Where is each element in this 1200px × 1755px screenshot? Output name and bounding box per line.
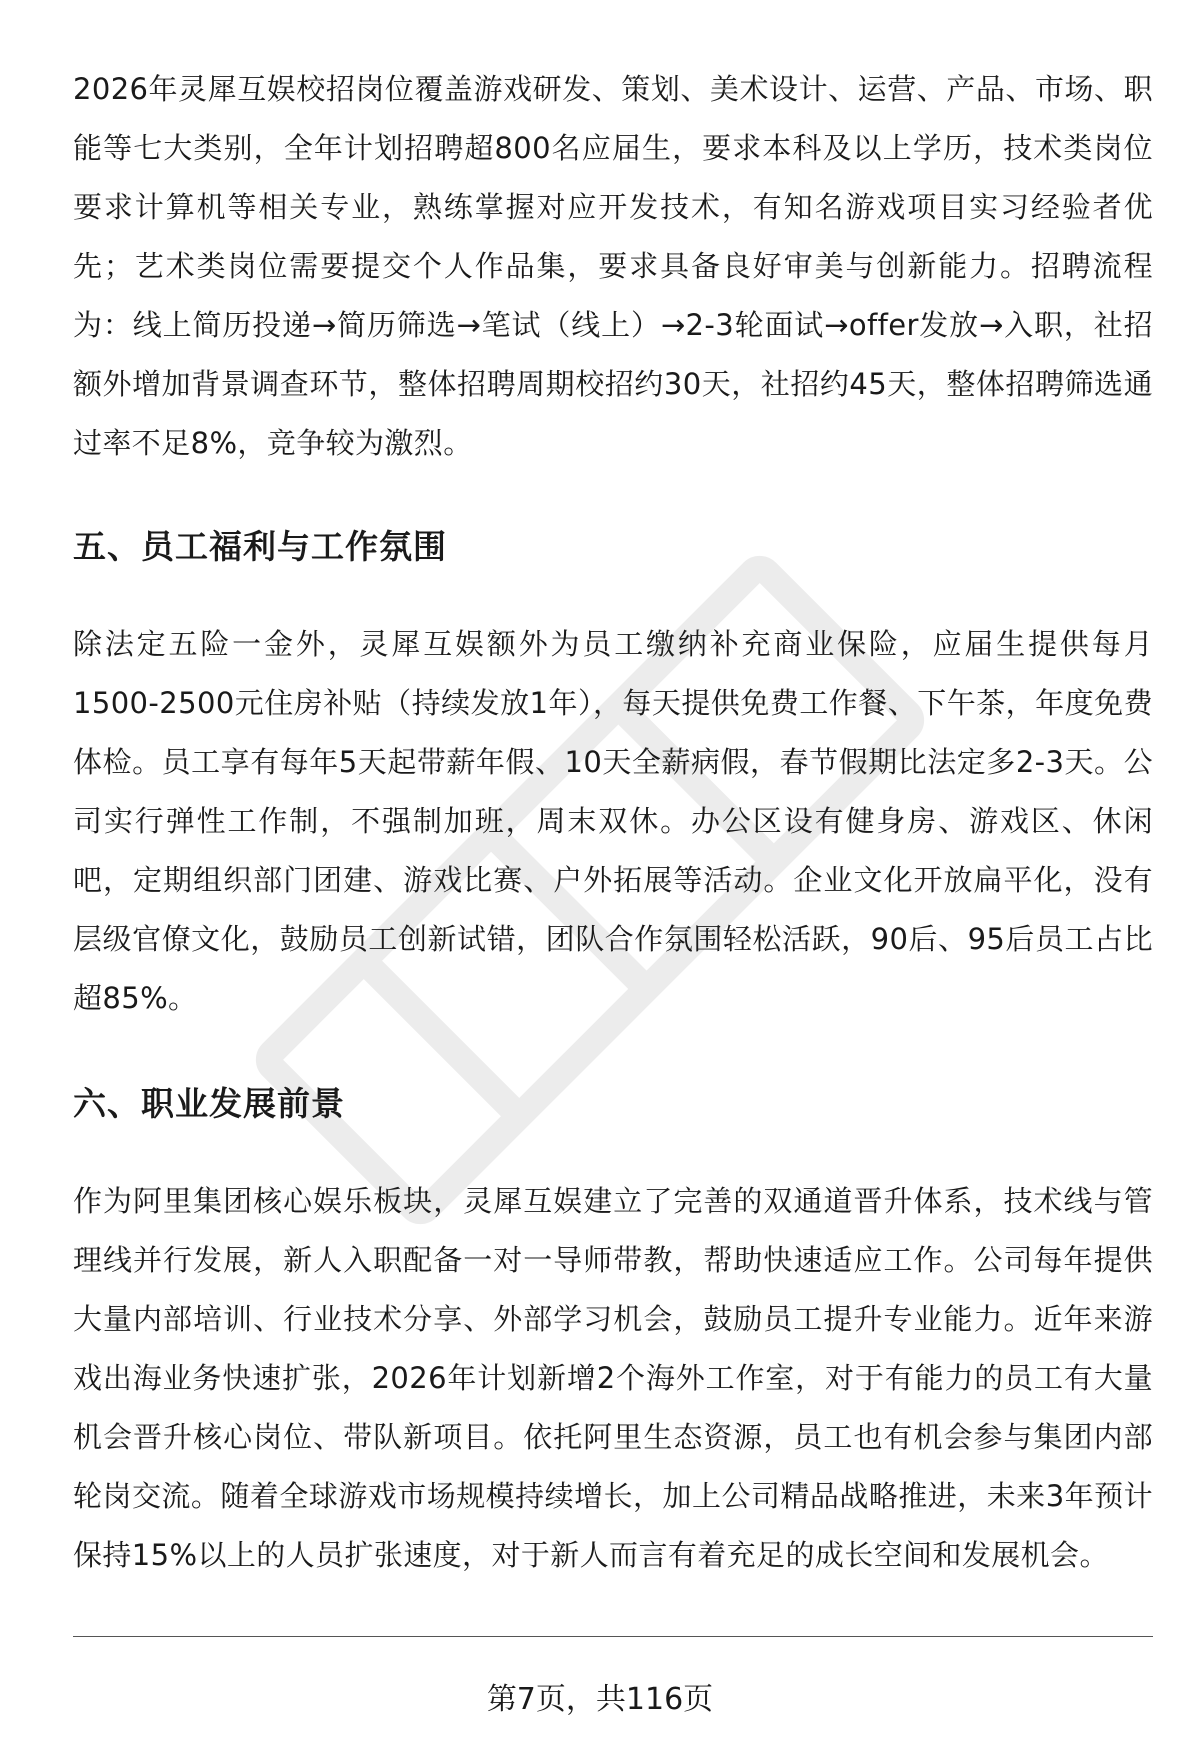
page-number: 第7页，共116页	[486, 1682, 714, 1717]
section-6-paragraph: 作为阿里集团核心娱乐板块，灵犀互娱建立了完善的双通道晋升体系，技术线与管理线并行发展，新人入职配备一对一导师带教，帮助快速适应工作。公司每年提供大量内部培训、行业技术分享、外部学习机会，鼓励员工提升专业能力。近年来游戏出海业务快速扩张，2026年计划新增2个海外工作室，对于有能力的员工有大量机会晋升核心岗位、带队新项目。依托阿里生态资源，员工也有机会参与集团内部轮岗交流。随着全球游戏市场规模持续增长，加上公司精品战略推进，未来3年预计保持15%以上的人员扩张速度，对于新人而言有着充足的成长空间和发展机会。	[73, 1184, 1153, 1572]
footer-divider	[73, 1636, 1153, 1637]
section-5-paragraph: 除法定五险一金外，灵犀互娱额外为员工缴纳补充商业保险，应届生提供每月1500-2500元住房补贴（持续发放1年），每天提供免费工作餐、下午茶，年度免费体检。员工享有每年5天起带薪年假、10天全薪病假，春节假期比法定多2-3天。公司实行弹性工作制，不强制加班，周末双休。办公区设有健身房、游戏区、休闲吧，定期组织部门团建、游戏比赛、户外拓展等活动。企业文化开放扁平化，没有层级官僚文化，鼓励员工创新试错，团队合作氛围轻松活跃，90后、95后员工占比超85%。	[73, 627, 1153, 1015]
document-page	[73, 60, 1153, 1585]
section-6-heading: 六、职业发展前景	[73, 1084, 345, 1123]
section-5-heading: 五、员工福利与工作氛围	[73, 527, 447, 566]
intro-paragraph: 2026年灵犀互娱校招岗位覆盖游戏研发、策划、美术设计、运营、产品、市场、职能等七大类别，全年计划招聘超800名应届生，要求本科及以上学历，技术类岗位要求计算机等相关专业，熟练掌握对应开发技术，有知名游戏项目实习经验者优先；艺术类岗位需要提交个人作品集，要求具备良好审美与创新能力。招聘流程为：线上简历投递→简历筛选→笔试（线上）→2-3轮面试→offer发放→入职，社招额外增加背景调查环节，整体招聘周期校招约30天，社招约45天，整体招聘筛选通过率不足8%，竞争较为激烈。	[73, 72, 1153, 460]
